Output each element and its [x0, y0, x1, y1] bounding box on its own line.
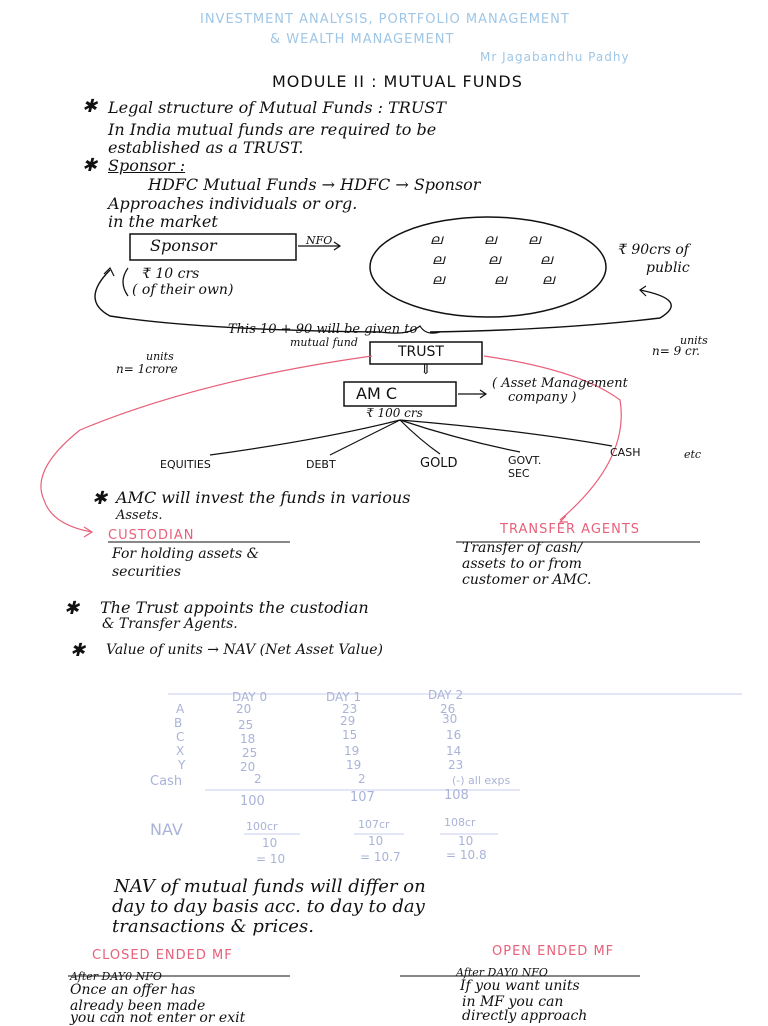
table-header-day2: DAY 2 — [428, 688, 464, 702]
open-ended-title: OPEN ENDED MF — [492, 944, 615, 959]
transfer-desc-3: customer or AMC. — [462, 572, 592, 588]
nav-result-day0: = 10 — [256, 852, 286, 866]
open-after-day0: After DAY0 NFO — [456, 966, 548, 979]
transfer-desc-2: assets to or from — [462, 556, 582, 572]
asset-gold: GOLD — [420, 456, 458, 471]
nav-note-line-2: day to day basis acc. to day to day — [112, 896, 425, 917]
table-header-day0: DAY 0 — [232, 690, 268, 704]
arrow-down-icon: ⇓ — [420, 362, 432, 378]
star-bullet-1: ✱ — [82, 96, 98, 117]
table-cell: 30 — [442, 712, 458, 726]
custodian-desc-1: For holding assets & — [112, 546, 260, 562]
table-header-day1: DAY 1 — [326, 690, 362, 704]
nav-note-line-3: transactions & prices. — [112, 916, 314, 937]
nav-result-day1: = 10.7 — [360, 850, 401, 864]
closed-line-2: Once an offer has — [70, 982, 196, 998]
sponsor-heading: Sponsor : — [108, 156, 186, 175]
star-bullet-4: ✱ — [64, 598, 80, 619]
table-row-label: A — [176, 702, 185, 716]
investor-icon: ല — [430, 232, 442, 248]
public-label: public — [646, 260, 690, 276]
amc-description-1: ( Asset Management — [492, 376, 628, 391]
table-row-label: X — [176, 744, 185, 758]
public-amount: ₹ 90crs of — [618, 242, 689, 258]
appoint-line-2: & Transfer Agents. — [102, 616, 238, 632]
table-row-label: Y — [178, 758, 186, 772]
table-row-label: Cash — [150, 774, 183, 789]
table-cell: 19 — [344, 744, 360, 758]
investor-icon: ല — [494, 272, 506, 288]
sponsor-amount: ₹ 10 crs — [142, 266, 200, 282]
star-bullet-3: ✱ — [92, 488, 108, 509]
sponsor-line-1: HDFC Mutual Funds → HDFC → Sponsor — [148, 175, 481, 194]
amc-description-2: company ) — [508, 390, 577, 405]
star-bullet-5: ✱ — [70, 640, 86, 661]
nav-label: NAV — [150, 820, 183, 839]
units-right-value: n= 9 cr. — [652, 344, 700, 358]
investor-icon: ല — [432, 252, 444, 268]
star-bullet-2: ✱ — [82, 155, 98, 176]
table-cell: 19 — [346, 758, 362, 772]
table-cell: 18 — [240, 732, 256, 746]
transfer-agents-title: TRANSFER AGENTS — [500, 522, 641, 537]
trust-box-label: TRUST — [398, 344, 444, 360]
open-line-3: in MF you can — [462, 994, 564, 1010]
table-row-label: B — [174, 716, 183, 730]
table-cell: 25 — [238, 718, 254, 732]
sponsor-line-3: in the market — [108, 212, 218, 231]
investor-icon: ല — [540, 252, 552, 268]
open-line-4: directly approach — [462, 1008, 588, 1024]
legal-line-3: established as a TRUST. — [108, 138, 304, 157]
table-cell: 14 — [446, 744, 462, 758]
header-author: Mr Jagabandhu Padhy — [480, 50, 630, 64]
asset-equities: EQUITIES — [160, 458, 211, 471]
value-of-units: Value of units → NAV (Net Asset Value) — [106, 642, 383, 658]
appoint-line-1: The Trust appoints the custodian — [100, 598, 369, 617]
amc-note-line-2: Assets. — [116, 508, 163, 523]
closed-line-3: already been made — [70, 998, 206, 1014]
table-cell: 20 — [236, 702, 252, 716]
closed-after-day0: After DAY0 NFO — [70, 970, 162, 983]
table-cell: 25 — [242, 746, 258, 760]
total-day1: 107 — [350, 790, 375, 805]
investor-icon: ല — [432, 272, 444, 288]
table-cell: 15 — [342, 728, 358, 742]
nav-numerator-day2: 108cr — [444, 816, 476, 829]
total-day2: 108 — [444, 788, 469, 803]
table-cell: (-) all exps — [452, 774, 511, 787]
custodian-desc-2: securities — [112, 564, 182, 580]
investor-icon: ല — [528, 232, 540, 248]
module-title: MODULE II : MUTUAL FUNDS — [272, 72, 523, 91]
legal-line-1: Legal structure of Mutual Funds : TRUST — [108, 98, 446, 117]
asset-cash: CASH — [610, 446, 641, 459]
table-cell: 29 — [340, 714, 356, 728]
sponsor-own: ( of their own) — [132, 282, 234, 298]
nav-numerator-day0: 100cr — [246, 820, 278, 833]
sponsor-box-label: Sponsor — [150, 236, 217, 255]
transfer-desc-1: Transfer of cash/ — [462, 540, 583, 556]
table-cell: 2 — [254, 772, 262, 786]
units-left-label: units — [146, 350, 174, 363]
table-cell: 26 — [440, 702, 456, 716]
units-right-label: units — [680, 334, 708, 347]
nav-denominator-day2: 10 — [458, 834, 474, 848]
table-cell: 2 — [358, 772, 366, 786]
amc-note-line-1: AMC will invest the funds in various — [116, 488, 411, 507]
investor-icon: ല — [542, 272, 554, 288]
investor-icon: ല — [484, 232, 496, 248]
open-line-2: If you want units — [460, 978, 580, 994]
nav-denominator-day1: 10 — [368, 834, 384, 848]
table-cell: 20 — [240, 760, 256, 774]
table-row-label: C — [176, 730, 185, 744]
sponsor-line-2: Approaches individuals or org. — [108, 194, 358, 213]
table-cell: 16 — [446, 728, 462, 742]
closed-line-4: you can not enter or exit — [70, 1010, 246, 1026]
header-line-2: & WEALTH MANAGEMENT — [270, 32, 455, 47]
amc-amount: ₹ 100 crs — [366, 406, 423, 420]
nav-denominator-day0: 10 — [262, 836, 278, 850]
investor-icon: ല — [488, 252, 500, 268]
amc-box-label: AM C — [356, 384, 398, 403]
nav-numerator-day1: 107cr — [358, 818, 390, 831]
asset-etc: etc — [684, 448, 702, 461]
legal-line-2: In India mutual funds are required to be — [108, 120, 437, 139]
nfo-label: NFO — [306, 234, 333, 247]
asset-govt-sec: GOVT. SEC — [508, 454, 542, 480]
table-cell: 23 — [448, 758, 464, 772]
units-left-value: n= 1crore — [116, 362, 178, 376]
nav-result-day2: = 10.8 — [446, 848, 487, 862]
combined-line-1: This 10 + 90 will be given to — [228, 322, 418, 337]
asset-debt: DEBT — [306, 458, 336, 471]
combined-line-2: mutual fund — [290, 336, 358, 349]
closed-ended-title: CLOSED ENDED MF — [92, 948, 233, 963]
total-day0: 100 — [240, 794, 265, 809]
custodian-title: CUSTODIAN — [108, 528, 195, 543]
header-line-1: INVESTMENT ANALYSIS, PORTFOLIO MANAGEMENT — [200, 12, 570, 27]
nav-note-line-1: NAV of mutual funds will differ on — [114, 876, 426, 897]
table-cell: 23 — [342, 702, 358, 716]
